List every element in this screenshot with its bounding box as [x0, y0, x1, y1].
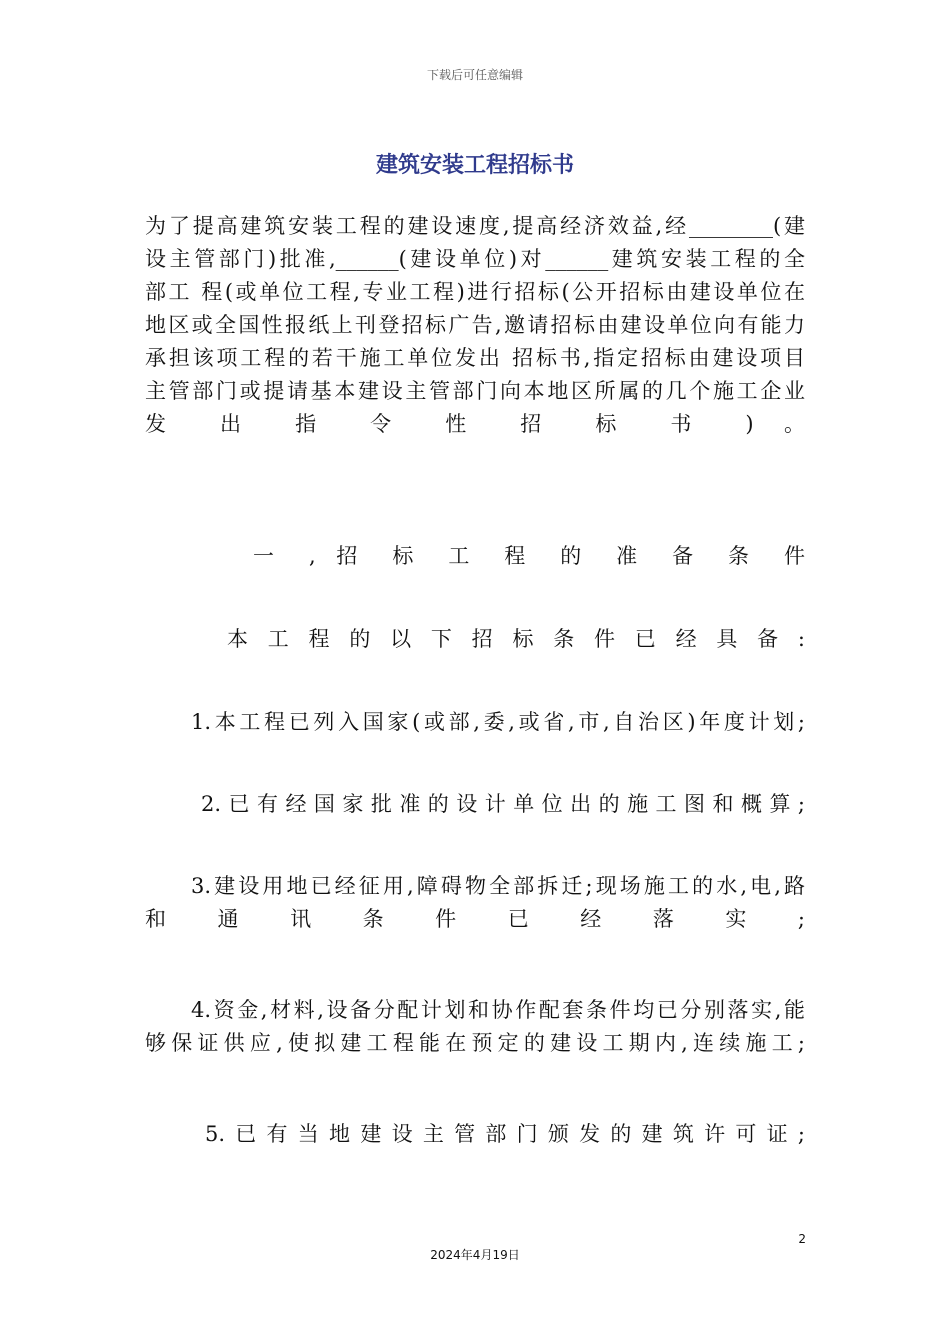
condition-item-1 [145, 706, 805, 739]
condition-item-5 [145, 1118, 805, 1151]
intro-line: 发 出 指 令 性 招 标 书 ) 。 [145, 412, 805, 436]
condition-line: 和 通 讯 条 件 已 经 落 实 ; [145, 907, 805, 931]
intro-line: 主管部门或提请基本建设主管部门向本地区所属的几个施工企业 [145, 379, 805, 403]
condition-line: 3.建设用地已经征用,障碍物全部拆迁;现场施工的水,电,路 [191, 874, 805, 898]
condition-item-3 [145, 870, 805, 936]
condition-line: 4.资金,材料,设备分配计划和协作配套条件均已分别落实,能 [191, 998, 805, 1022]
condition-line: 5.已有当地建设主管部门颁发的建筑许可证; [205, 1122, 805, 1146]
condition-item-4 [145, 994, 805, 1060]
intro-line: 承担该项工程的若干施工单位发出 招标书,指定招标由建设项目 [145, 346, 805, 370]
section-heading [145, 540, 805, 573]
condition-item-2 [145, 788, 805, 821]
footer-date: 2024年4月19日 [430, 1248, 520, 1262]
conditions-lead [145, 623, 805, 656]
intro-line: 地区或全国性报纸上刊登招标广告,邀请招标由建设单位向有能力 [145, 313, 805, 337]
section-heading-text: 一 , 招 标 工 程 的 准 备 条 件 [253, 544, 805, 568]
header-note: 下载后可任意编辑 [426, 68, 523, 82]
intro-line: 设主管部门)批准,______(建设单位)对______建筑安装工程的全 [145, 247, 805, 271]
intro-line: 部工 程(或单位工程,专业工程)进行招标(公开招标由建设单位在 [145, 280, 805, 304]
conditions-lead-text: 本 工 程 的 以 下 招 标 条 件 已 经 具 备 : [227, 627, 805, 651]
intro-paragraph [145, 210, 805, 441]
condition-line: 2.已有经国家批准的设计单位出的施工图和概算; [201, 792, 805, 816]
condition-line: 1.本工程已列入国家(或部,委,或省,市,自治区)年度计划; [191, 710, 805, 734]
page-number: 2 [798, 1232, 806, 1246]
document-title: 建筑安装工程招标书 [375, 153, 574, 178]
condition-line: 够保证供应,使拟建工程能在预定的建设工期内,连续施工; [145, 1031, 805, 1055]
intro-line: 为了提高建筑安装工程的建设速度,提高经济效益,经________(建 [145, 214, 805, 238]
